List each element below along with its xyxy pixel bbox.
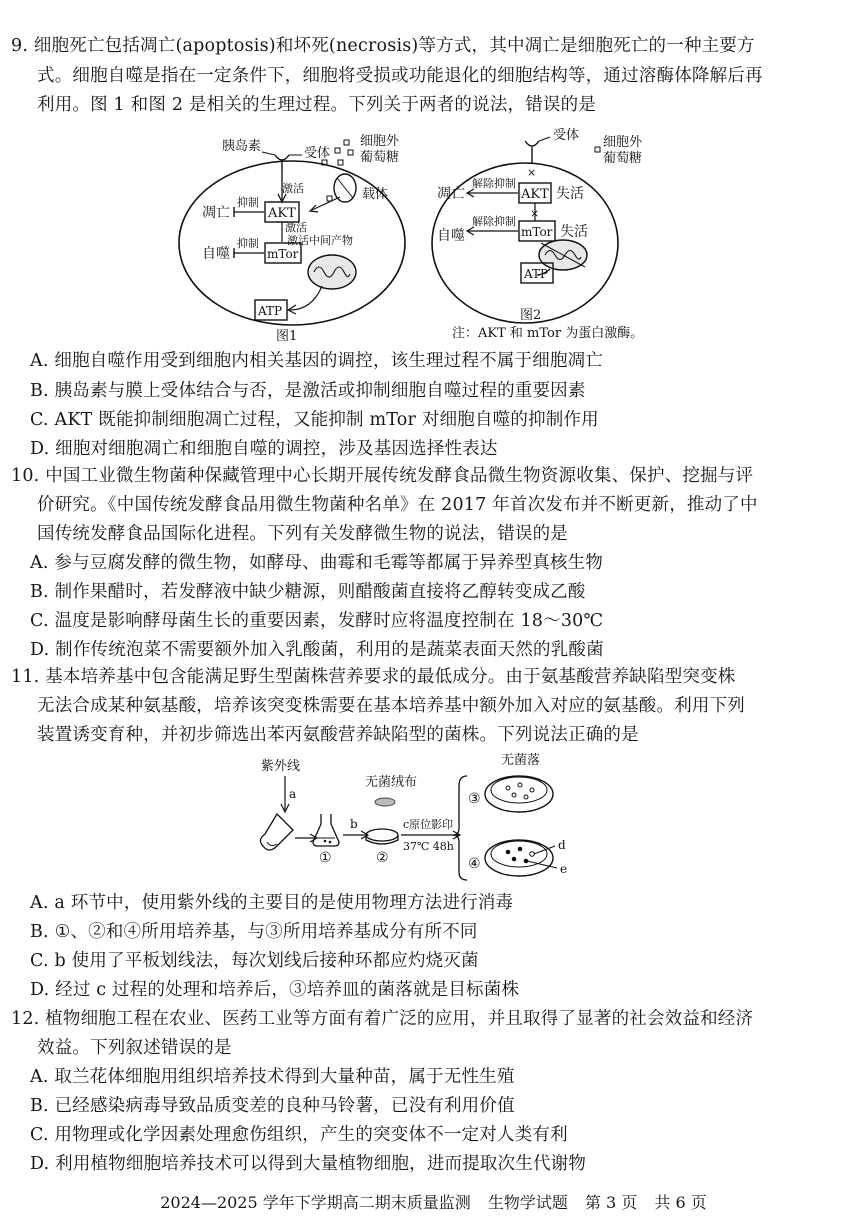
d-e: e bbox=[560, 862, 568, 876]
q11-option-a[interactable]: A. a 环节中，使用紫外线的主要目的是使用物理方法进行消毒 bbox=[30, 893, 514, 913]
f2-akt: AKT bbox=[521, 187, 549, 202]
q9-figure-1 bbox=[172, 130, 417, 345]
q9-option-d[interactable]: D. 细胞对细胞凋亡和细胞自噬的调控，涉及基因选择性表达 bbox=[30, 439, 498, 459]
d-b: b bbox=[350, 817, 358, 831]
q12-option-a[interactable]: A. 取兰花体细胞用组织培养技术得到大量种苗，属于无性生殖 bbox=[30, 1067, 515, 1087]
footer-total: 共 6 页 bbox=[654, 1193, 707, 1212]
q12-option-d[interactable]: D. 利用植物细胞培养技术可以得到大量植物细胞，进而提取次生代谢物 bbox=[30, 1154, 587, 1174]
d-a: a bbox=[289, 787, 297, 801]
d-circ2: ② bbox=[376, 850, 389, 866]
f2-x-mark-2: × bbox=[530, 207, 540, 220]
q10-option-b[interactable]: B. 制作果醋时，若发酵液中缺少糖源，则醋酸菌直接将乙醇转变成乙酸 bbox=[30, 582, 586, 602]
d-velvet: 无菌绒布 bbox=[365, 775, 418, 790]
f2-receptor: 受体 bbox=[553, 128, 580, 143]
f1-carrier: 载体 bbox=[362, 187, 389, 202]
f1-insulin: 胰岛素 bbox=[222, 139, 262, 154]
flask-icon bbox=[313, 814, 339, 846]
f1-intermediate: 激活中间产物 bbox=[287, 234, 353, 247]
f1-mitochondrion-icon bbox=[308, 255, 356, 289]
f2-autophagy: 自噬 bbox=[437, 228, 465, 244]
q11-option-d[interactable]: D. 经过 c 过程的处理和培养后，③培养皿的菌落就是目标菌株 bbox=[30, 980, 520, 1000]
q12-option-c[interactable]: C. 用物理或化学因素处理愈伤组织，产生的突变体不一定对人类有利 bbox=[30, 1125, 568, 1145]
d-circ1: ① bbox=[319, 850, 332, 866]
q10-line-3: 国传统发酵食品国际化进程。下列有关发酵微生物的说法，错误的是 bbox=[37, 524, 568, 544]
f1-inhibit-1: 抑制 bbox=[237, 196, 259, 209]
f2-glucose-square bbox=[595, 147, 600, 152]
f2-inactive-2: 失活 bbox=[560, 224, 588, 240]
q10-line-1: 10. 中国工业微生物菌种保藏管理中心长期开展传统发酵食品微生物资源收集、保护、挖掘与评 bbox=[11, 466, 754, 486]
f1-activate: 激活 bbox=[282, 182, 304, 195]
f1-glucose-label-1: 细胞外 bbox=[360, 134, 400, 149]
velvet-pad-icon bbox=[375, 798, 395, 806]
d-replica: c原位影印 bbox=[403, 818, 454, 831]
petri-dish-2-icon bbox=[366, 829, 398, 844]
q9-line-1: 9. 细胞死亡包括凋亡(apoptosis)和坏死(necrosis)等方式，其中凋亡是细胞死亡的一种主要方 bbox=[11, 36, 755, 56]
f2-atp: ATP bbox=[524, 267, 549, 281]
f1-autophagy: 自噬 bbox=[202, 246, 230, 262]
f2-release-2: 解除抑制 bbox=[472, 215, 516, 228]
f2-glucose-label-2: 葡萄糖 bbox=[603, 151, 643, 166]
footer-page: 第 3 页 bbox=[584, 1193, 638, 1212]
q10-option-a[interactable]: A. 参与豆腐发酵的微生物，如酵母、曲霉和毛霉等都属于异养型真核生物 bbox=[30, 553, 604, 573]
f1-caption: 图1 bbox=[276, 329, 298, 344]
test-tube-icon bbox=[260, 814, 293, 850]
d-circ4: ④ bbox=[468, 856, 481, 872]
q11-line-1: 11. 基本培养基中包含能满足野生型菌株营养要求的最低成分。由于氨基酸营养缺陷型突变株 bbox=[11, 667, 736, 687]
petri-dish-4-icon bbox=[485, 840, 553, 876]
q11-diagram bbox=[255, 750, 595, 885]
f2-note: 注：AKT 和 mTor 为蛋白激酶。 bbox=[452, 326, 644, 341]
page-footer bbox=[0, 1190, 867, 1213]
footer-subject: 生物学试题 bbox=[487, 1193, 568, 1212]
f2-apoptosis: 凋亡 bbox=[437, 186, 465, 202]
q11-line-2: 无法合成某种氨基酸，培养该突变株需要在基本培养基中额外加入对应的氨基酸。利用下列 bbox=[37, 696, 745, 716]
f2-mitochondrion-icon bbox=[539, 240, 587, 270]
f2-mtor: mTor bbox=[521, 225, 553, 239]
q10-line-2: 价研究。《中国传统发酵食品用微生物菌种名单》在 2017 年首次发布并不断更新，推动了中 bbox=[37, 495, 758, 515]
f1-glucose-label-2: 葡萄糖 bbox=[360, 150, 400, 165]
q9-line-3: 利用。图 1 和图 2 是相关的生理过程。下列关于两者的说法，错误的是 bbox=[37, 95, 597, 115]
f1-receptor: 受体 bbox=[304, 146, 331, 161]
q9-option-c[interactable]: C. AKT 既能抑制细胞凋亡过程，又能抑制 mTor 对细胞自噬的抑制作用 bbox=[30, 410, 599, 430]
q12-line-1: 12. 植物细胞工程在农业、医药工业等方面有着广泛的应用，并且取得了显著的社会效益和经济 bbox=[11, 1009, 754, 1029]
f1-atp: ATP bbox=[258, 304, 283, 318]
f2-release-1: 解除抑制 bbox=[472, 177, 516, 190]
petri-dish-3-icon bbox=[485, 776, 553, 812]
q9-option-b[interactable]: B. 胰岛素与膜上受体结合与否，是激活或抑制细胞自噬过程的重要因素 bbox=[30, 381, 586, 401]
d-circ3: ③ bbox=[468, 791, 481, 807]
d-d: d bbox=[558, 838, 566, 852]
f1-mtor: mTor bbox=[267, 247, 299, 261]
q10-option-d[interactable]: D. 制作传统泡菜不需要额外加入乳酸菌，利用的是蔬菜表面天然的乳酸菌 bbox=[30, 640, 604, 660]
f2-x-mark-1: × bbox=[527, 166, 537, 179]
q9-option-a[interactable]: A. 细胞自噬作用受到细胞内相关基因的调控，该生理过程不属于细胞凋亡 bbox=[30, 351, 604, 371]
q12-line-2: 效益。下列叙述错误的是 bbox=[37, 1038, 232, 1058]
q11-option-b[interactable]: B. ①、②和④所用培养基，与③所用培养基成分有所不同 bbox=[30, 922, 478, 942]
f1-akt: AKT bbox=[268, 206, 296, 221]
d-no-colony: 无菌落 bbox=[501, 753, 541, 768]
q10-option-c[interactable]: C. 温度是影响酵母菌生长的重要因素，发酵时应将温度控制在 18～30℃ bbox=[30, 611, 604, 631]
f2-glucose-label-1: 细胞外 bbox=[603, 135, 643, 150]
f1-activate-2: 激活 bbox=[285, 221, 307, 234]
q9-line-2: 式。细胞自噬是指在一定条件下，细胞将受损或功能退化的细胞结构等，通过溶酶体降解后再 bbox=[37, 66, 763, 86]
f2-caption: 图2 bbox=[520, 308, 542, 323]
f1-apoptosis: 凋亡 bbox=[202, 205, 230, 221]
d-uv: 紫外线 bbox=[261, 759, 301, 774]
q9-figure-2 bbox=[425, 125, 670, 345]
d-conditions: 37℃ 48h bbox=[403, 840, 454, 853]
footer-exam: 2024—2025 学年下学期高二期末质量监测 bbox=[160, 1193, 471, 1212]
q11-line-3: 装置诱变育种，并初步筛选出苯丙氨酸营养缺陷型的菌株。下列说法正确的是 bbox=[37, 725, 639, 745]
q12-option-b[interactable]: B. 已经感染病毒导致品质变差的良种马铃薯，已没有利用价值 bbox=[30, 1096, 515, 1116]
q11-option-c[interactable]: C. b 使用了平板划线法，每次划线后接种环都应灼烧灭菌 bbox=[30, 951, 479, 971]
f1-inhibit-2: 抑制 bbox=[237, 237, 259, 250]
f2-inactive-1: 失活 bbox=[556, 186, 584, 202]
